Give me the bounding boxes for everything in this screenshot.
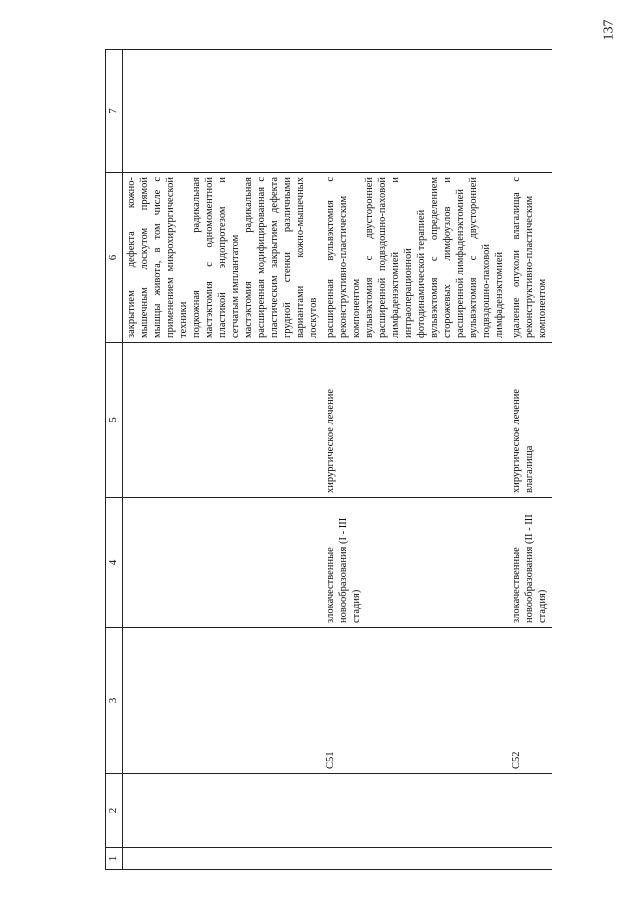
treatment-methods-table (105, 49, 552, 870)
icd-code-cell: C51 (322, 628, 508, 774)
profile-cell (322, 774, 508, 848)
column-number: 1 (106, 848, 123, 870)
notes-cell (322, 50, 508, 173)
profile-cell (508, 774, 551, 848)
treatment-method-item: подкожная радикальная мастэктомия с одномоментной пластикой эндопротезом и сетчатым имплантатом (191, 177, 242, 338)
treatment-method-item: мастэктомия радикальная расширенная модифицированная с пластическим закрытием дефекта грудной стенки различными вариантами кожно-мышечных лоскутов (243, 177, 320, 338)
column-number: 7 (106, 50, 123, 173)
column-number-row (106, 50, 123, 870)
diagnosis-cell: злокачественные новообразования (II - III стадия) (508, 498, 551, 628)
table-row (322, 50, 508, 870)
table-row (123, 50, 323, 870)
column-number: 6 (106, 173, 123, 343)
treatment-method-item: вульвэктомия с определением сторожевых лимфоузлов и расширенной лимфаденэктомией (429, 177, 467, 338)
row-index-cell (322, 848, 508, 870)
treatment-method-item: закрытием дефекта кожно-мышечным лоскутом прямой мышцы живота, в том числе с применением микрохирургической техники (126, 177, 190, 338)
rotated-table-sheet (105, 50, 620, 870)
diagnosis-cell: злокачественные новообразования (I - III стадия) (322, 498, 508, 628)
profile-cell (123, 774, 323, 848)
column-number: 2 (106, 774, 123, 848)
diagnosis-cell (123, 498, 323, 628)
column-number: 4 (106, 498, 123, 628)
treatment-type-cell (123, 343, 323, 498)
treatment-method-cell (123, 173, 323, 343)
row-index-cell (508, 848, 551, 870)
page-number: 137 (601, 19, 617, 41)
treatment-method-item: вульвэктомия с двусторонней расширенной подвздошно-паховой лимфаденэктомией и интраоперационной фотодинамической терапией (364, 177, 428, 338)
icd-code-cell: C52 (508, 628, 551, 774)
treatment-type-cell: хирургическое лечение влагалища (508, 343, 551, 498)
treatment-method-item: вульвэктомия с двусторонней подвздошно-паховой лимфаденэктомией (468, 177, 506, 338)
column-number: 5 (106, 343, 123, 498)
treatment-method-cell (508, 173, 551, 343)
treatment-type-cell: хирургическое лечение (322, 343, 508, 498)
treatment-method-item: расширенная вульвэктомия с реконструктивно-пластическим компонентом (325, 177, 363, 338)
treatment-method-item: удаление опухоли влагалища с реконструктивно-пластическим компонентом (511, 177, 549, 338)
notes-cell (508, 50, 551, 173)
treatment-method-cell (322, 173, 508, 343)
row-index-cell (123, 848, 323, 870)
column-number: 3 (106, 628, 123, 774)
notes-cell (123, 50, 323, 173)
icd-code-cell (123, 628, 323, 774)
table-row (508, 50, 551, 870)
